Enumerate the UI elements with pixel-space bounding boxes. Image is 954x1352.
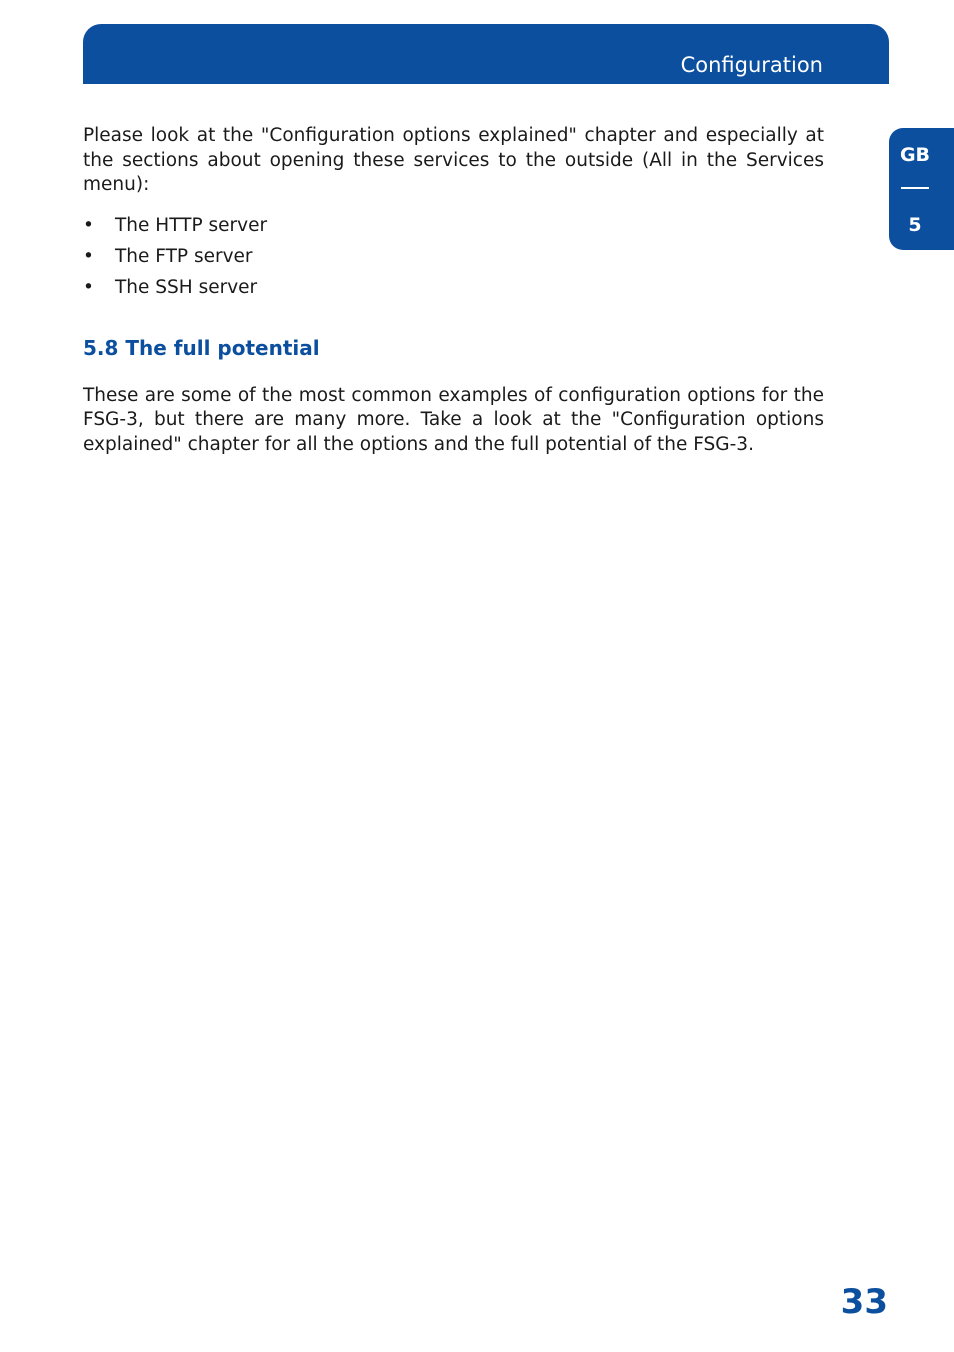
list-item bbox=[83, 214, 824, 245]
section-paragraph: These are some of the most common examples of configuration options for the FSG-3, but there are many more. Take a look at the "Configuration options explained" chapter for all the options and the full potential of the FSG-3. bbox=[83, 384, 824, 455]
bullet-icon: • bbox=[83, 214, 94, 236]
tab-divider bbox=[901, 187, 929, 189]
list-item bbox=[83, 245, 824, 276]
language-label: GB bbox=[899, 144, 931, 166]
page-content bbox=[83, 124, 824, 457]
bullet-icon: • bbox=[83, 245, 94, 267]
list-item-text: The FTP server bbox=[115, 245, 253, 267]
services-list bbox=[83, 214, 824, 307]
list-item bbox=[83, 276, 824, 307]
list-item-text: The HTTP server bbox=[115, 214, 268, 236]
header-bar bbox=[83, 24, 889, 84]
section-heading: 5.8 The full potential bbox=[83, 335, 320, 360]
bullet-icon: • bbox=[83, 276, 94, 298]
chapter-tab bbox=[889, 128, 954, 250]
header-title: Configuration bbox=[680, 53, 823, 77]
list-item-text: The SSH server bbox=[115, 276, 258, 298]
intro-paragraph: Please look at the "Configuration options explained" chapter and especially at the sections about opening these services to the outside (All in the Services menu): bbox=[83, 125, 824, 195]
chapter-number: 5 bbox=[908, 214, 922, 236]
page-number: 33 bbox=[840, 1282, 888, 1322]
